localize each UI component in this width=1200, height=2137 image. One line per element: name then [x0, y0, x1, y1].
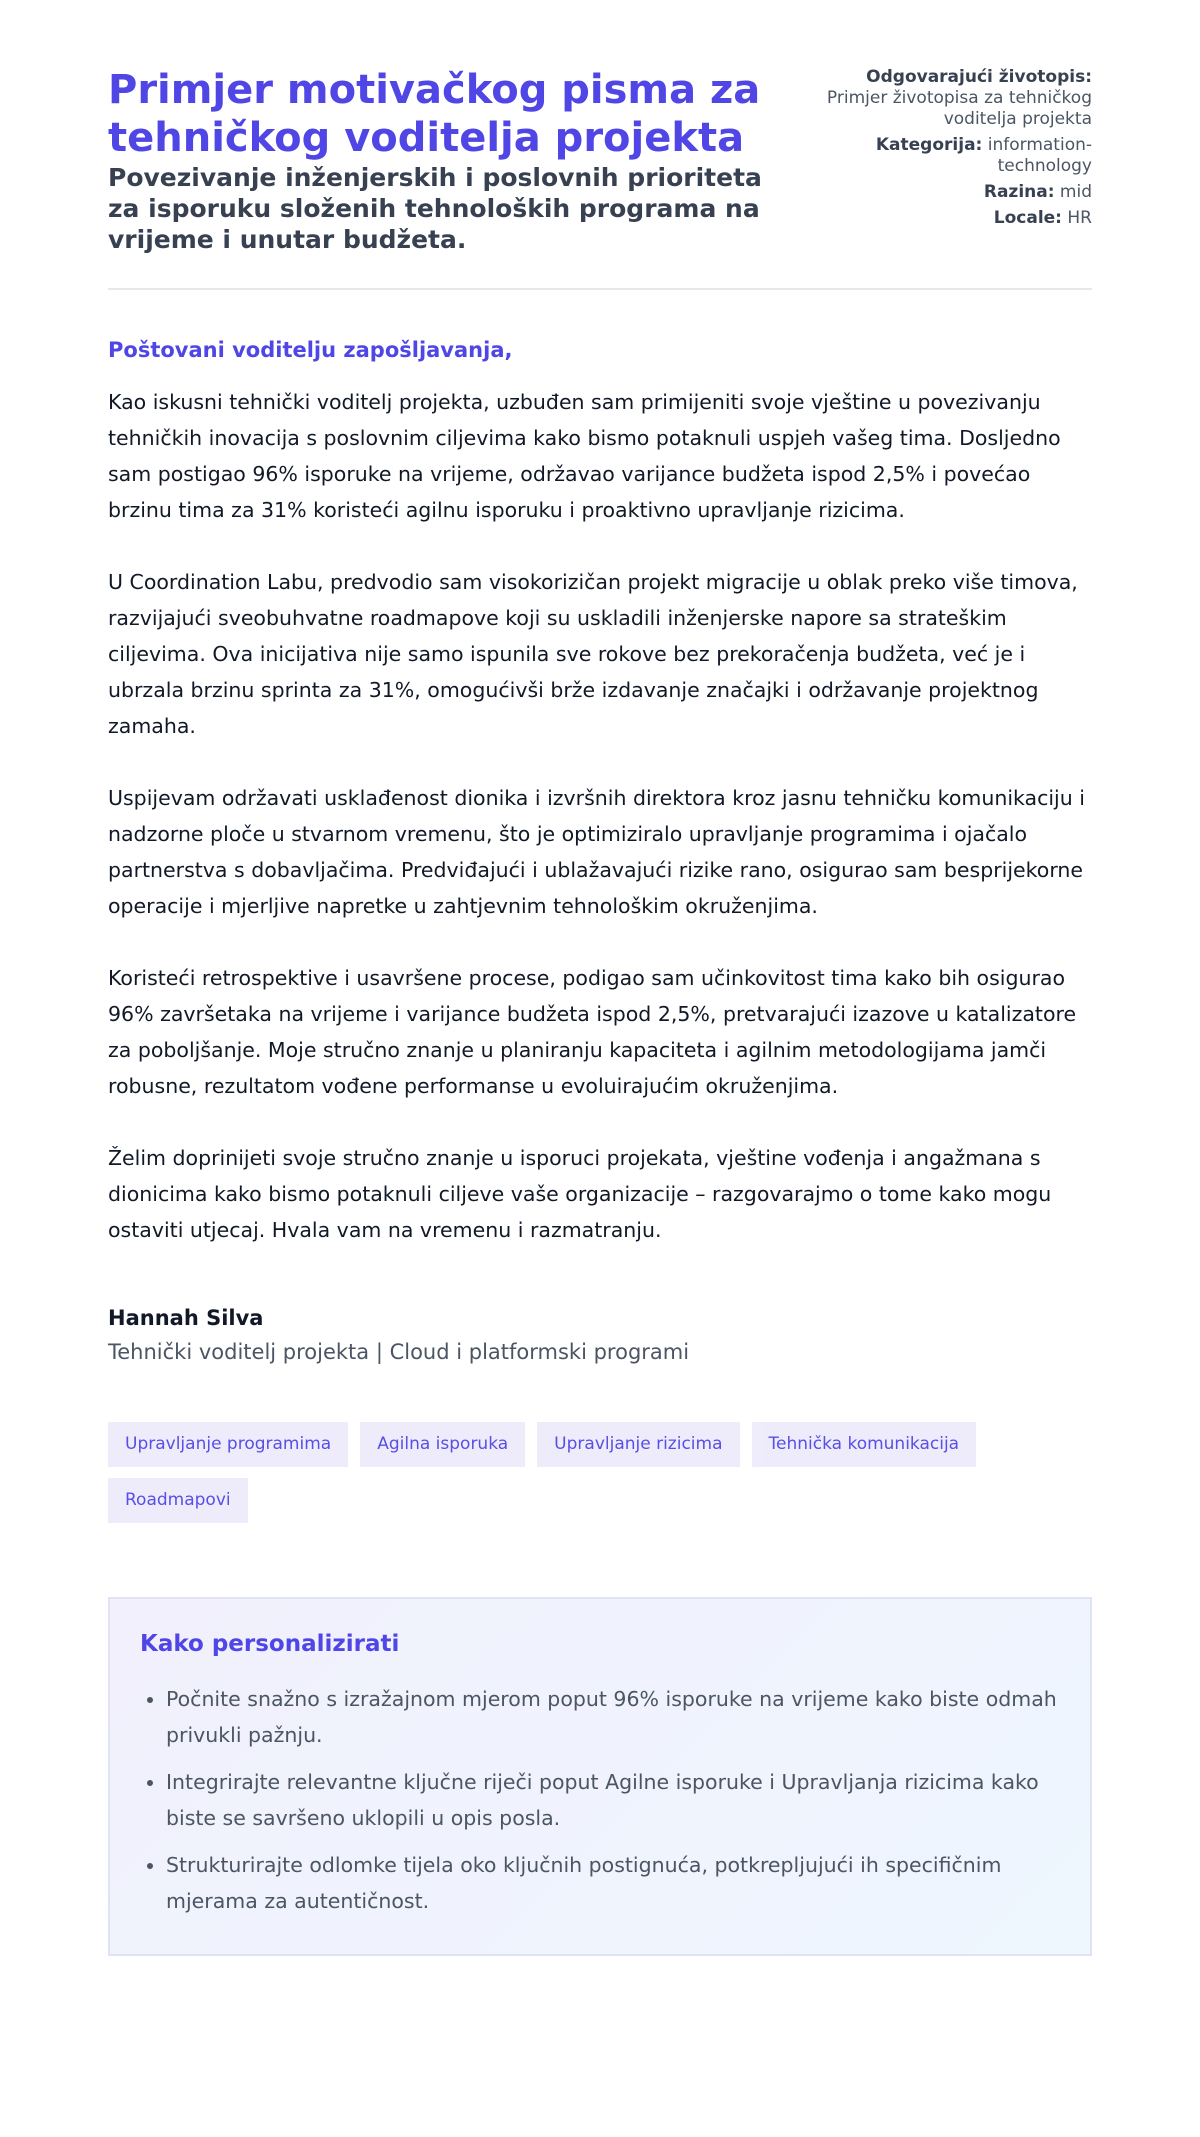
level-value: mid	[1059, 182, 1092, 202]
signer-name: Hannah Silva	[108, 1306, 264, 1330]
tips-title: Kako personalizirati	[140, 1631, 400, 1657]
tips-box	[108, 1597, 1092, 1956]
category-label: Kategorija:	[875, 135, 983, 155]
tip-item: • Integrirajte relevantne ključne riječi poput Agilne isporuke i Upravljanja rizicima kako biste se savršeno uklopili u opis posla.	[166, 1764, 1060, 1836]
tag: Upravljanje rizicima	[537, 1422, 739, 1467]
resume-value: Primjer životopisa za tehničkog voditelja projekta	[826, 88, 1092, 129]
paragraph: U Coordination Labu, predvodio sam visokorizičan projekt migracije u oblak preko više timova, razvijajući sveobuhvatne roadmapove koji su uskladili inženjerske napore sa strateškim ciljevima. Ova inicijativa nije samo ispunila sve rokove bez prekoračenja budžeta, već je i ubrzala brzinu sprinta za 31%, omogućivši brže izdavanje značajki i održavanje projektnog zamaha.	[108, 570, 1078, 738]
page	[108, 0, 1092, 1956]
letter-body	[108, 384, 1092, 1248]
signer-role: Tehnički voditelj projekta | Cloud i platformski programi	[108, 1340, 690, 1364]
level-label: Razina:	[983, 182, 1055, 202]
meta-panel	[802, 66, 1092, 234]
paragraph: Koristeći retrospektive i usavršene procese, podigao sam učinkovitost tima kako bih osigurao 96% završetaka na vrijeme i varijance budžeta ispod 2,5%, pretvarajući izazove u katalizatore za poboljšanje. Moje stručno znanje u planiranju kapaciteta i agilnim metodologijama jamči robusne, rezultatom vođene performanse u evoluirajućim okruženjima.	[108, 966, 1077, 1098]
page-title: Primjer motivačkog pisma za tehničkog voditelja projekta	[108, 67, 761, 161]
paragraph: Želim doprinijeti svoje stručno znanje u isporuci projekata, vještine vođenja i angažmana s dionicima kako bismo potaknuli ciljeve vaše organizacije – razgovarajmo o tome kako mogu ostaviti utjecaj. Hvala vam na vremenu i razmatranju.	[108, 1146, 1052, 1242]
tag: Tehnička komunikacija	[752, 1422, 977, 1467]
greeting: Poštovani voditelju zapošljavanja,	[108, 338, 513, 362]
signature	[108, 1306, 1092, 1364]
tag: Agilna isporuka	[360, 1422, 525, 1467]
locale-label: Locale:	[993, 208, 1062, 228]
category-value: information-technology	[987, 135, 1092, 176]
resume-label: Odgovarajući životopis:	[866, 67, 1092, 87]
tip-item: • Strukturirajte odlomke tijela oko ključnih postignuća, potkrepljujući ih specifičnim mjerama za autentičnost.	[166, 1847, 1060, 1919]
tag: Upravljanje programima	[108, 1422, 348, 1467]
tag: Roadmapovi	[108, 1478, 248, 1523]
header	[108, 66, 1092, 255]
divider	[108, 288, 1092, 290]
paragraph: Kao iskusni tehnički voditelj projekta, uzbuđen sam primijeniti svoje vještine u povezivanju tehničkih inovacija s poslovnim ciljevima kako bismo potaknuli uspjeh vašeg tima. Dosljedno sam postigao 96% isporuke na vrijeme, održavao varijance budžeta ispod 2,5% i povećao brzinu tima za 31% koristeći agilnu isporuku i proaktivno upravljanje rizicima.	[108, 390, 1061, 522]
tip-item: • Počnite snažno s izražajnom mjerom poput 96% isporuke na vrijeme kako biste odmah privukli pažnju.	[166, 1681, 1060, 1753]
page-subtitle: Povezivanje inženjerskih i poslovnih prioriteta za isporuku složenih tehnoloških programa na vrijeme i unutar budžeta.	[108, 163, 762, 254]
paragraph: Uspijevam održavati usklađenost dionika i izvršnih direktora kroz jasnu tehničku komunikaciju i nadzorne ploče u stvarnom vremenu, što je optimiziralo upravljanje programima i ojačalo partnerstva s dobavljačima. Predviđajući i ublažavajući rizike rano, osigurao sam besprijekorne operacije i mjerljive napretke u zahtjevnim tehnološkim okruženjima.	[108, 786, 1085, 918]
tag-list	[108, 1422, 1008, 1523]
locale-value: HR	[1067, 208, 1092, 228]
